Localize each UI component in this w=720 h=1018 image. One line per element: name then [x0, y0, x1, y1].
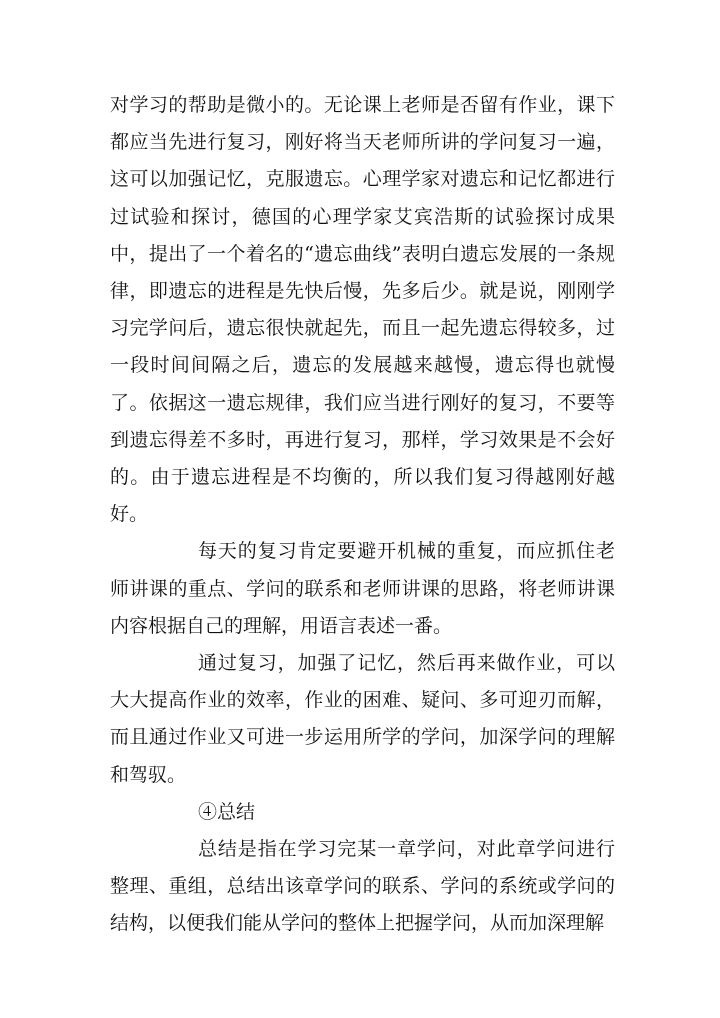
paragraph-homework-efficiency: 通过复习，加强了记忆，然后再来做作业，可以大大提高作业的效率，作业的困难、疑问、多可迎刃而解，而且通过作业又可进一步运用所学的学问，加深学问的理解和驾驭。 — [110, 652, 615, 786]
section-heading-summary: ④总结 — [198, 800, 256, 823]
paragraph-summary-definition: 总结是指在学习完某一章学问，对此章学问进行整理、重组，总结出该章学问的联系、学问的系统或学问的结构，以便我们能从学问的整体上把握学问，从而加深理解 — [110, 838, 615, 935]
paragraph-review-forgetting-curve: 对学习的帮助是微小的。无论课上老师是否留有作业，课下都应当先进行复习，刚好将当天老师所讲的学问复习一遍，这可以加强记忆，克服遗忘。心理学家对遗忘和记忆都进行过试验和探讨，德国的心理学家艾宾浩斯的试验探讨成果中，提出了一个着名的“遗忘曲线”表明白遗忘发展的一条规律，即遗忘的进程是先快后慢，先多后少。就是说，刚刚学习完学问后，遗忘很快就起先，而且一起先遗忘得较多，过一段时间间隔之后，遗忘的发展越来越慢，遗忘得也就慢了。依据这一遗忘规律，我们应当进行刚好的复习，不要等到遗忘得差不多时，再进行复习，那样，学习效果是不会好的。由于遗忘进程是不均衡的，所以我们复习得越刚好越好。 — [110, 94, 615, 526]
paragraph-daily-review: 每天的复习肯定要避开机械的重复，而应抓住老师讲课的重点、学问的联系和老师讲课的思路，将老师讲课内容根据自己的理解，用语言表述一番。 — [110, 540, 615, 637]
document-body — [110, 87, 615, 943]
